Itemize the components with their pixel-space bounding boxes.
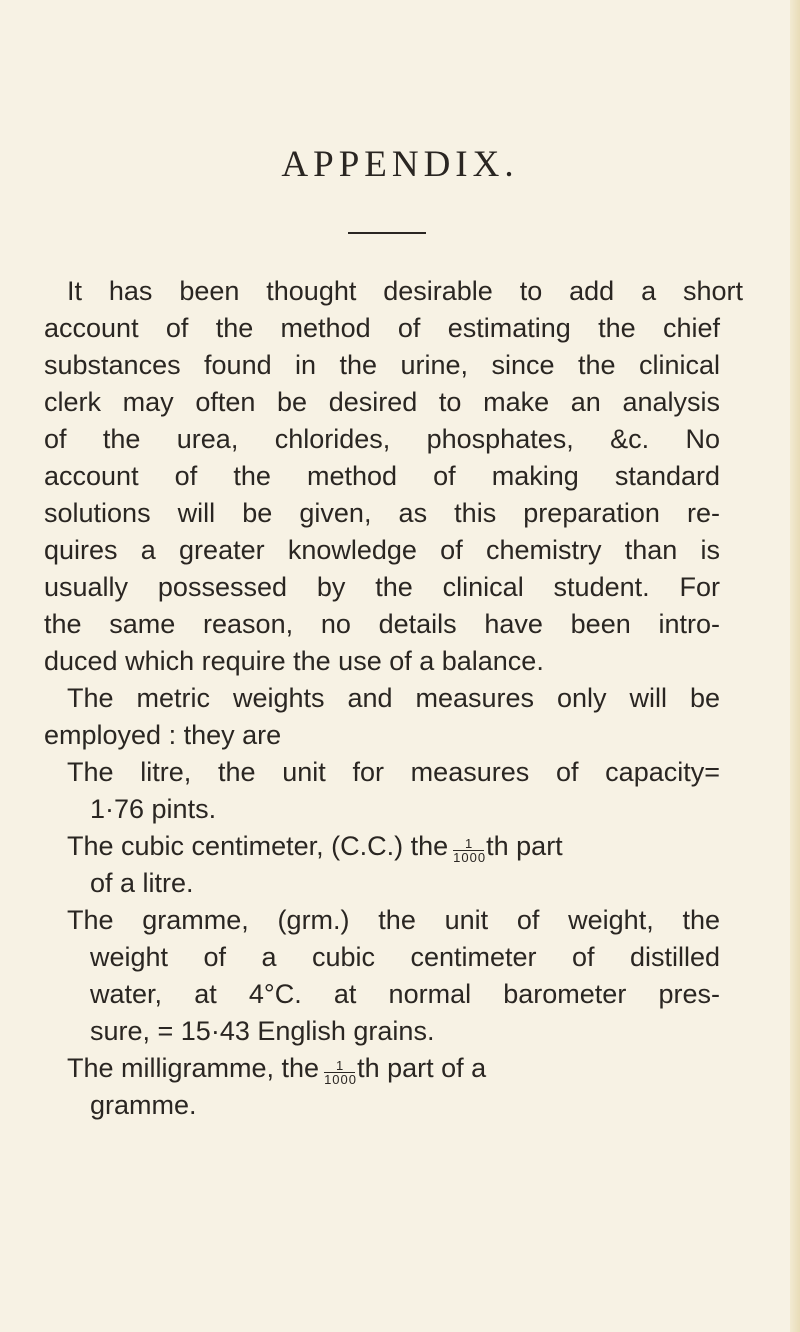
- cc-text-after: th part: [486, 831, 563, 861]
- definition-litre: The litre, the unit for measures of capacity=: [67, 757, 720, 787]
- fraction-numerator: 1: [465, 836, 473, 851]
- body-line: of the urea, chlorides, phosphates, &c. No: [44, 424, 720, 454]
- fraction-denominator: 1000: [324, 1072, 357, 1087]
- definition-litre-cont: 1·76 pints.: [90, 794, 217, 824]
- definition-gramme-cont: water, at 4°C. at normal barometer pres-: [90, 979, 720, 1009]
- mg-text-before: The milligramme, the: [67, 1053, 320, 1083]
- definition-gramme-cont: sure, = 15·43 English grains.: [90, 1016, 435, 1046]
- definition-milligramme-cont: gramme.: [90, 1090, 197, 1120]
- fraction-one-thousandth: [324, 1058, 357, 1087]
- mg-text-after: th part of a: [357, 1053, 487, 1083]
- definition-milligramme: [67, 1051, 720, 1085]
- body-line: duced which require the use of a balance.: [44, 646, 544, 676]
- fraction-numerator: 1: [335, 1058, 344, 1073]
- body-line: account of the method of making standard: [44, 461, 720, 491]
- cc-text-before: The cubic centimeter, (C.C.) the: [67, 831, 449, 861]
- body-line: solutions will be given, as this preparation re-: [44, 498, 720, 528]
- page-edge: [790, 0, 800, 1332]
- fraction-denominator: 1000: [453, 850, 487, 865]
- appendix-heading: APPENDIX.: [281, 144, 519, 185]
- definition-cubic-centimeter-cont: of a litre.: [90, 868, 194, 898]
- definition-cubic-centimeter: [67, 829, 720, 863]
- body-line: clerk may often be desired to make an analysis: [44, 387, 720, 417]
- body-line: usually possessed by the clinical student. For: [44, 572, 720, 602]
- body-line: quires a greater knowledge of chemistry than is: [44, 535, 720, 565]
- body-line: account of the method of estimating the chief: [44, 313, 720, 343]
- body-line: the same reason, no details have been intro-: [44, 609, 720, 639]
- body-line: It has been thought desirable to add a short: [67, 276, 743, 306]
- body-line: substances found in the urine, since the clinical: [44, 350, 720, 380]
- definition-gramme: The gramme, (grm.) the unit of weight, the: [67, 905, 720, 935]
- definition-gramme-cont: weight of a cubic centimeter of distilled: [90, 942, 720, 972]
- body-line: employed : they are: [44, 720, 282, 750]
- heading-rule: [348, 232, 426, 234]
- fraction-one-thousandth: [453, 836, 487, 865]
- body-line: The metric weights and measures only will be: [67, 683, 720, 713]
